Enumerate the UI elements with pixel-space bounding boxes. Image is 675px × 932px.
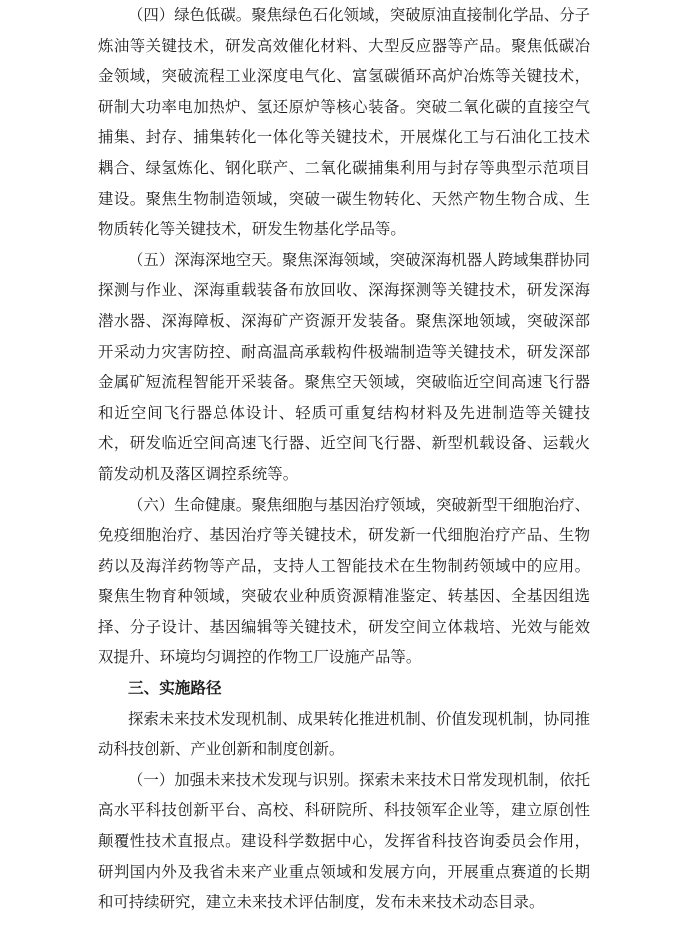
paragraph-life-health: （六）生命健康。聚焦细胞与基因治疗领域，突破新型干细胞治疗、免疫细胞治疗、基因治疗等关键技术，研发新一代细胞治疗产品、生物药以及海洋药物等产品，支持人工智能技术在生物制药领域中的应用。聚焦生物育种领域，突破农业种质资源精准鉴定、转基因、全基因组选择、分子设计、基因编辑等关键技术，研发空间立体栽培、光效与能效双提升、环境均匀调控的作物工厂设施产品等。	[98, 495, 590, 667]
section-heading-implementation-path: 三、实施路径	[128, 679, 222, 698]
paragraph-intro-mechanisms: 探索未来技术发现机制、成果转化推进机制、价值发现机制，协同推动科技创新、产业创新和制度创新。	[98, 709, 590, 759]
document-body	[98, 0, 590, 918]
paragraph-tech-discovery: （一）加强未来技术发现与识别。探索未来技术日常发现机制，依托高水平科技创新平台、高校、科研院所、科技领军企业等，建立原创性颠覆性技术直报点。建设科学数据中心，发挥省科技咨询委员会作用，研判国内外及我省未来产业重点领域和发展方向，开展重点赛道的长期和可持续研究，建立未来技术评估制度，发布未来技术动态目录。	[98, 770, 590, 912]
paragraph-deep-sea-space: （五）深海深地空天。聚焦深海领域，突破深海机器人跨域集群协同探测与作业、深海重载装备布放回收、深海探测等关键技术，研发深海潜水器、深海障板、深海矿产资源开发装备。聚焦深地领域，突破深部开采动力灾害防控、耐高温高承载构件极端制造等关键技术，研发深部金属矿短流程智能开采装备。聚焦空天领域，突破临近空间高速飞行器和近空间飞行器总体设计、轻质可重复结构材料及先进制造等关键技术，研发临近空间高速飞行器、近空间飞行器、新型机载设备、运载火箭发动机及落区调控系统等。	[98, 250, 590, 483]
paragraph-green-low-carbon: （四）绿色低碳。聚焦绿色石化领域，突破原油直接制化学品、分子炼油等关键技术，研发高效催化材料、大型反应器等产品。聚焦低碳冶金领域，突破流程工业深度电气化、富氢碳循环高炉冶炼等关键技术，研制大功率电加热炉、氢还原炉等核心装备。突破二氧化碳的直接空气捕集、封存、捕集转化一体化等关键技术，开展煤化工与石油化工技术耦合、绿氢炼化、钢化联产、二氧化碳捕集利用与封存等典型示范项目建设。聚焦生物制造领域，突破一碳生物转化、天然产物生物合成、生物质转化等关键技术，研发生物基化学品等。	[98, 6, 590, 239]
